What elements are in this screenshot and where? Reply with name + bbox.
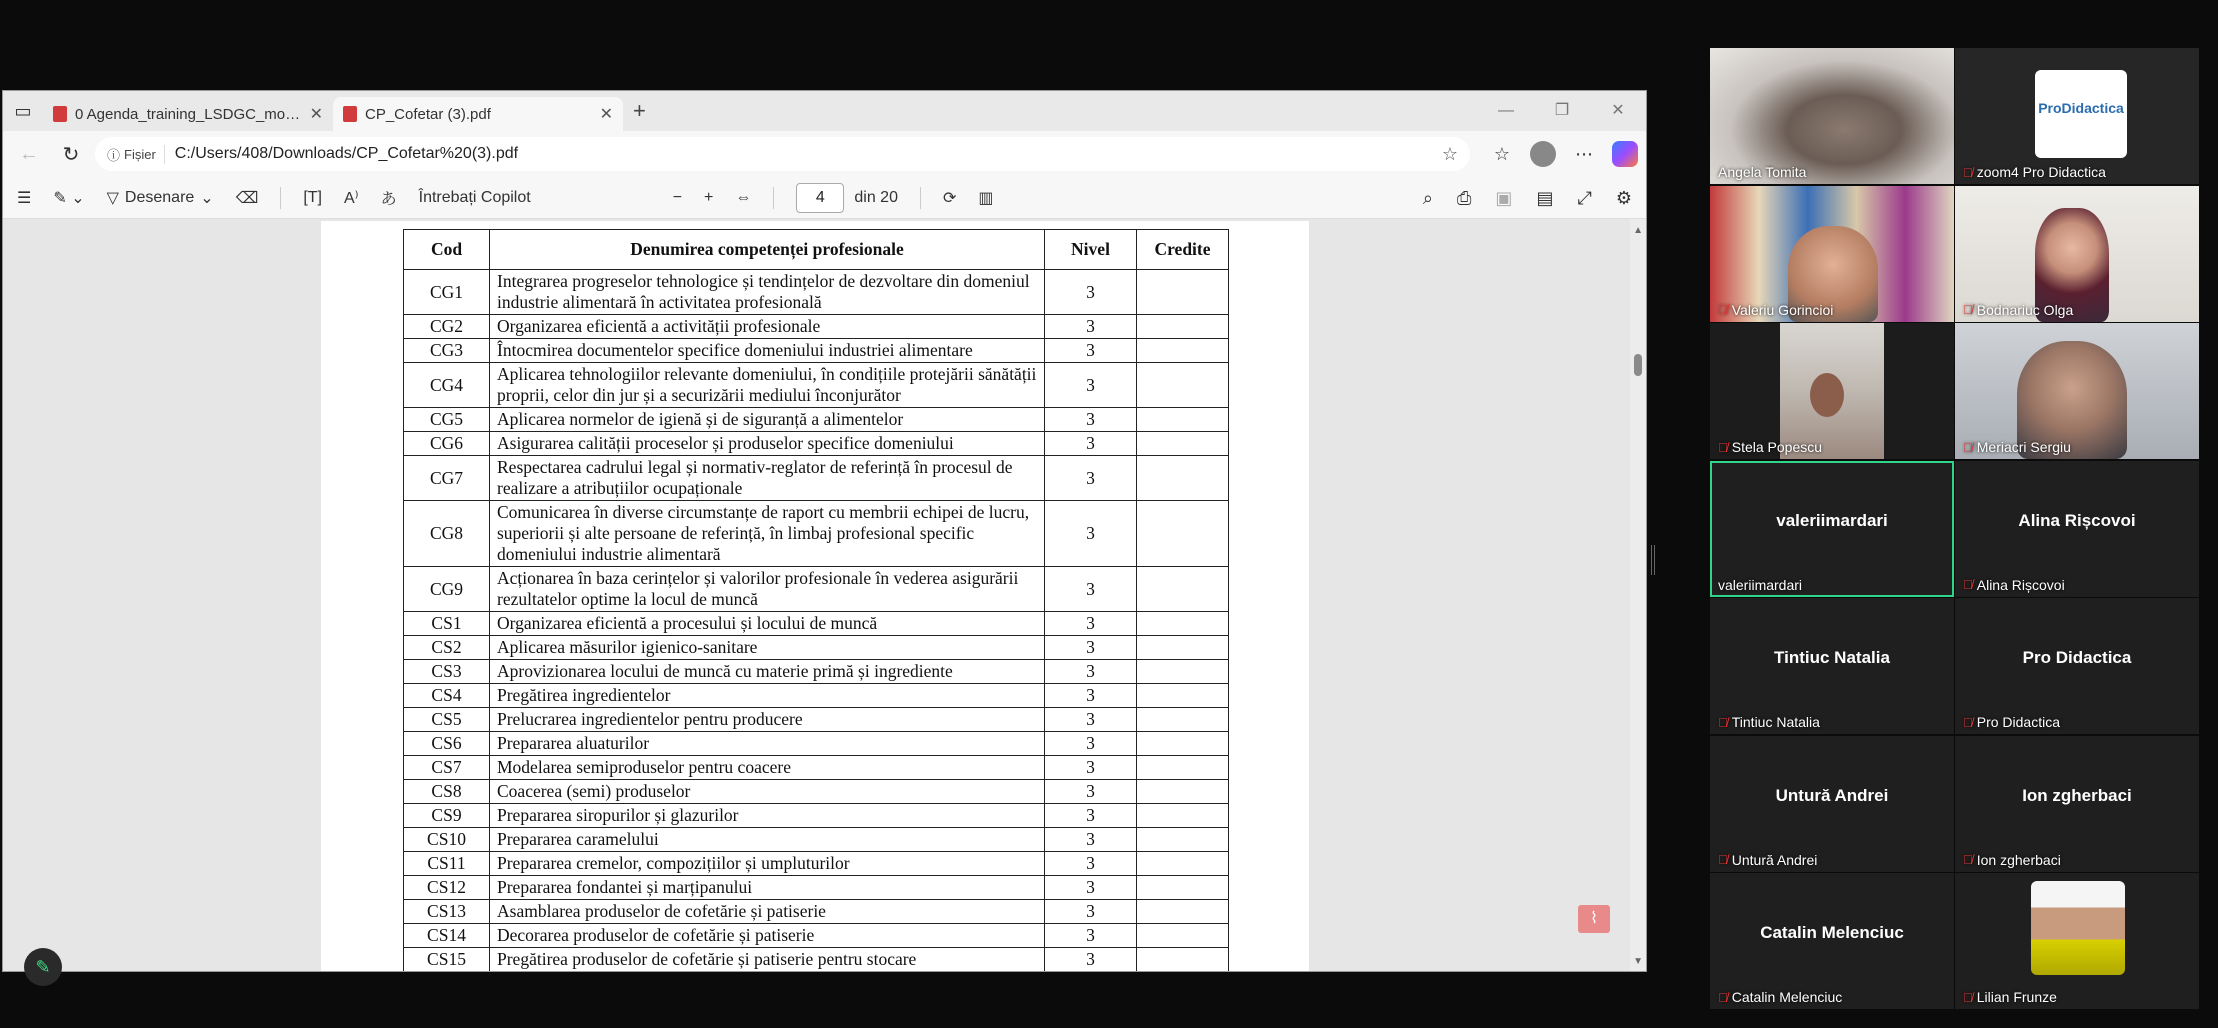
table-row	[404, 660, 1229, 684]
row-credits	[1137, 432, 1229, 456]
chevron-down-icon: ⌄	[200, 189, 214, 207]
table-row	[404, 924, 1229, 948]
maximize-icon[interactable]: ❐	[1554, 102, 1570, 119]
pdf-icon	[53, 106, 67, 122]
row-credits	[1137, 804, 1229, 828]
participant-tile[interactable]	[1710, 461, 1954, 597]
text-box-icon[interactable]: [T]	[303, 188, 322, 206]
muted-mic-icon: 🎙̸	[1718, 852, 1728, 867]
participant-tile[interactable]	[1955, 461, 2199, 597]
draw-icon: ▽	[106, 189, 119, 207]
participant-tile[interactable]	[1955, 736, 2199, 872]
muted-mic-icon: 🎙̸	[1718, 714, 1728, 730]
participant-name-label	[1963, 577, 2065, 593]
row-credits	[1137, 948, 1229, 972]
row-level: 3	[1045, 339, 1137, 363]
table-row	[404, 852, 1229, 876]
row-name: Pregătirea produselor de cofetărie și patiserie pentru stocare	[490, 948, 1045, 972]
row-code: CS13	[404, 900, 490, 924]
muted-mic-icon: 🎙̸	[1963, 852, 1973, 867]
pdf-toolbar	[3, 177, 1646, 219]
row-credits	[1137, 900, 1229, 924]
row-name: Pregătirea ingredientelor	[490, 684, 1045, 708]
competencies-table	[403, 229, 1229, 972]
row-credits	[1137, 408, 1229, 432]
row-name: Coacerea (semi) produselor	[490, 780, 1045, 804]
table-row	[404, 876, 1229, 900]
row-code: CG4	[404, 363, 490, 408]
print-icon[interactable]: ⎙	[1457, 187, 1472, 208]
participant-tile[interactable]	[1955, 48, 2199, 184]
contents-icon[interactable]: ☰	[17, 189, 32, 207]
table-row	[404, 567, 1229, 612]
pdf-icon	[343, 106, 357, 122]
row-name: Organizarea eficientă a procesului și locului de muncă	[490, 612, 1045, 636]
row-credits	[1137, 852, 1229, 876]
row-name: Asamblarea produselor de cofetărie și patiserie	[490, 900, 1045, 924]
row-name: Prepararea siropurilor și glazurilor	[490, 804, 1045, 828]
row-level: 3	[1045, 732, 1137, 756]
tab-label: 0 Agenda_training_LSDGC_modu	[75, 105, 302, 123]
row-name: Integrarea progreselor tehnologice și tendințelor de dezvoltare din domeniul industrie alimentară în activitatea profesională	[490, 270, 1045, 315]
row-name: Respectarea cadrului legal și normativ-reglator de referință în procesul de realizare a atribuțiilor ocupaționale	[490, 456, 1045, 501]
vertical-scrollbar[interactable]	[1630, 219, 1646, 972]
table-row	[404, 708, 1229, 732]
muted-mic-icon: 🎙̸	[1963, 714, 1973, 730]
participant-name-label	[1718, 852, 1817, 868]
participant-display-name: Untură Andrei	[1775, 785, 1889, 805]
search-icon[interactable]: ⌕	[1422, 187, 1434, 208]
table-row	[404, 408, 1229, 432]
row-name: Comunicarea în diverse circumstanțe de raport cu membrii echipei de lucru, superiorii și alte persoane de referință, în limbaj profesional specific domeniului industrie alimentară	[490, 501, 1045, 567]
pro-didactica-logo: ProDidactica	[2035, 70, 2127, 158]
row-credits	[1137, 708, 1229, 732]
table-row	[404, 900, 1229, 924]
row-level: 3	[1045, 948, 1137, 972]
row-level: 3	[1045, 924, 1137, 948]
participant-name-label	[1963, 164, 2106, 180]
muted-mic-icon: 🎙̸	[1963, 439, 1973, 455]
toolbar-divider	[920, 187, 921, 209]
ask-copilot-button[interactable]: Întrebați Copilot	[418, 188, 531, 206]
new-tab-icon[interactable]: +	[633, 98, 646, 123]
row-credits	[1137, 501, 1229, 567]
participant-tile[interactable]	[1710, 598, 1954, 734]
table-row	[404, 501, 1229, 567]
row-name: Aprovizionarea locului de muncă cu materie primă și ingrediente	[490, 660, 1045, 684]
row-credits	[1137, 876, 1229, 900]
row-level: 3	[1045, 270, 1137, 315]
participant-tile[interactable]	[1710, 736, 1954, 872]
zoom-in-icon[interactable]: +	[704, 188, 714, 206]
row-level: 3	[1045, 612, 1137, 636]
row-name: Aplicarea normelor de igienă și de siguranță a alimentelor	[490, 408, 1045, 432]
participant-name-label	[1718, 989, 1842, 1005]
participant-name: Bodnariuc Olga	[1976, 301, 2074, 318]
row-credits	[1137, 612, 1229, 636]
toolbar-divider	[773, 187, 774, 209]
row-credits	[1137, 270, 1229, 315]
row-code: CS2	[404, 636, 490, 660]
row-credits	[1137, 567, 1229, 612]
row-credits	[1137, 636, 1229, 660]
eraser-icon[interactable]: ⌫	[235, 189, 259, 207]
row-name: Prepararea caramelului	[490, 828, 1045, 852]
row-level: 3	[1045, 852, 1137, 876]
participant-name-label	[1963, 302, 2073, 318]
row-code: CG9	[404, 567, 490, 612]
row-code: CG7	[404, 456, 490, 501]
header-level: Nivel	[1045, 230, 1137, 270]
row-level: 3	[1045, 363, 1137, 408]
row-name: Modelarea semiproduselor pentru coacere	[490, 756, 1045, 780]
tab-agenda[interactable]	[43, 97, 333, 131]
page-total: din 20	[854, 188, 898, 206]
row-level: 3	[1045, 660, 1137, 684]
participant-name-label	[1718, 577, 1802, 593]
muted-mic-icon: 🎙̸	[1963, 302, 1973, 317]
row-code: CS8	[404, 780, 490, 804]
table-row	[404, 684, 1229, 708]
file-chip[interactable]: ⓘ Fișier	[107, 145, 165, 164]
translate-icon[interactable]: あ	[380, 191, 397, 208]
highlight-icon[interactable]: ✎ ⌄	[53, 189, 85, 207]
participant-name-label	[1718, 714, 1820, 730]
zoom-out-icon[interactable]: −	[672, 188, 683, 206]
row-level: 3	[1045, 876, 1137, 900]
table-row	[404, 270, 1229, 315]
participant-name-label	[1963, 852, 2061, 868]
row-code: CS7	[404, 756, 490, 780]
table-row	[404, 780, 1229, 804]
participant-name: zoom4 Pro Didactica	[1976, 164, 2106, 180]
row-name: Decorarea produselor de cofetărie și patiserie	[490, 924, 1045, 948]
url-text: C:/Users/408/Downloads/CP_Cofetar%20(3).pdf	[174, 145, 519, 162]
muted-mic-icon: 🎙̸	[1718, 302, 1728, 317]
participant-tile[interactable]	[1955, 598, 2199, 734]
row-code: CS12	[404, 876, 490, 900]
row-code: CS10	[404, 828, 490, 852]
save-as-icon[interactable]: ▤	[1536, 187, 1554, 208]
row-name: Întocmirea documentelor specifice domeniului industriei alimentare	[490, 339, 1045, 363]
header-name: Denumirea competenței profesionale	[490, 230, 1045, 270]
row-code: CS9	[404, 804, 490, 828]
row-credits	[1137, 339, 1229, 363]
row-level: 3	[1045, 756, 1137, 780]
participant-tile[interactable]	[1710, 48, 1954, 184]
participant-tile[interactable]	[1710, 323, 1954, 459]
muted-mic-icon: 🎙̸	[1963, 989, 1973, 1005]
participant-tile[interactable]	[1710, 873, 1954, 1009]
rotate-icon[interactable]: ⟳	[942, 189, 957, 207]
participant-name: valeriimardari	[1718, 576, 1803, 593]
read-aloud-icon[interactable]: A⁾	[344, 189, 359, 207]
row-credits	[1137, 315, 1229, 339]
tab-actions-icon[interactable]: ▭	[14, 100, 32, 121]
participant-tile[interactable]	[1955, 186, 2199, 322]
row-name: Asigurarea calității proceselor și produselor specifice domeniului	[490, 432, 1045, 456]
participant-name: Meriacri Sergiu	[1976, 439, 2071, 455]
row-credits	[1137, 363, 1229, 408]
window-controls	[1478, 91, 1646, 131]
participant-name: Lilian Frunze	[1976, 989, 2057, 1005]
row-level: 3	[1045, 828, 1137, 852]
table-row	[404, 804, 1229, 828]
table-row	[404, 636, 1229, 660]
fullscreen-icon[interactable]: ⤢	[1577, 187, 1592, 208]
scroll-up-icon[interactable]: ▲	[1633, 225, 1643, 236]
tab-cp-cofetar[interactable]	[333, 97, 623, 131]
row-name: Prepararea cremelor, compozițiilor și umpluturilor	[490, 852, 1045, 876]
page-number-input[interactable]: 4	[796, 183, 844, 213]
split-divider-handle[interactable]	[1651, 545, 1655, 575]
row-name: Aplicarea măsurilor igienico-sanitare	[490, 636, 1045, 660]
info-icon: ⓘ	[107, 147, 121, 163]
row-credits	[1137, 684, 1229, 708]
table-row	[404, 948, 1229, 972]
row-level: 3	[1045, 456, 1137, 501]
scroll-down-icon[interactable]: ▼	[1633, 956, 1643, 967]
participant-name: Catalin Melenciuc	[1731, 989, 1843, 1005]
participant-name-label	[1963, 989, 2057, 1005]
acrobat-icon[interactable]: ⌇	[1578, 905, 1610, 933]
profile-avatar-icon[interactable]	[1530, 141, 1556, 167]
muted-mic-icon: 🎙̸	[1963, 164, 1973, 180]
page-view-icon[interactable]: ▥	[978, 189, 994, 207]
table-row	[404, 612, 1229, 636]
row-level: 3	[1045, 567, 1137, 612]
row-code: CS15	[404, 948, 490, 972]
save-icon[interactable]: ▣	[1495, 187, 1513, 208]
favorite-star-icon[interactable]: ☆	[1441, 143, 1458, 164]
settings-gear-icon[interactable]: ⚙	[1615, 187, 1632, 208]
row-code: CG2	[404, 315, 490, 339]
row-level: 3	[1045, 900, 1137, 924]
participant-display-name: Pro Didactica	[2022, 648, 2132, 667]
url-field[interactable]	[95, 137, 1470, 171]
header-credits: Credite	[1137, 230, 1229, 270]
row-level: 3	[1045, 780, 1137, 804]
close-icon[interactable]: ✕	[599, 106, 613, 123]
draw-button[interactable]: ▽ Desenare ⌄	[106, 188, 214, 207]
participant-name: Valeriu Gorincioi	[1731, 301, 1834, 318]
participant-display-name: Alina Rișcovoi	[2018, 510, 2136, 530]
row-code: CS3	[404, 660, 490, 684]
fit-width-icon[interactable]: ⇔	[735, 188, 752, 206]
annotate-pen-icon[interactable]: ✎	[24, 948, 62, 986]
more-icon[interactable]: ⋯	[1575, 143, 1593, 164]
row-code: CS1	[404, 612, 490, 636]
row-level: 3	[1045, 684, 1137, 708]
participant-name: Tintiuc Natalia	[1731, 714, 1820, 730]
pdf-page	[321, 221, 1309, 972]
participant-name-label	[1718, 439, 1822, 455]
table-row	[404, 339, 1229, 363]
participant-display-name: Ion zgherbaci	[2022, 785, 2132, 805]
table-row	[404, 363, 1229, 408]
close-window-icon[interactable]: ✕	[1611, 102, 1625, 119]
row-code: CS6	[404, 732, 490, 756]
row-name: Prelucrarea ingredientelor pentru producere	[490, 708, 1045, 732]
table-header-row	[404, 230, 1229, 270]
minimize-icon[interactable]: —	[1498, 102, 1514, 119]
participant-display-name: Catalin Melenciuc	[1760, 923, 1904, 942]
scroll-thumb[interactable]	[1634, 354, 1642, 376]
table-row	[404, 756, 1229, 780]
row-code: CS11	[404, 852, 490, 876]
back-icon[interactable]: ←	[19, 142, 39, 165]
muted-mic-icon: 🎙̸	[1963, 577, 1973, 592]
row-code: CG5	[404, 408, 490, 432]
participant-name-label	[1718, 302, 1833, 318]
row-credits	[1137, 756, 1229, 780]
row-name: Aplicarea tehnologiilor relevante domeniului, în condițiile protejării sănătății proprii, celor din jur și a securizării mediului înconjurător	[490, 363, 1045, 408]
participant-name-label	[1718, 164, 1806, 180]
address-bar	[3, 131, 1646, 177]
row-credits	[1137, 828, 1229, 852]
row-level: 3	[1045, 408, 1137, 432]
close-icon[interactable]: ✕	[309, 106, 323, 123]
tab-label: CP_Cofetar (3).pdf	[365, 105, 491, 123]
row-name: Prepararea aluaturilor	[490, 732, 1045, 756]
table-row	[404, 432, 1229, 456]
copilot-icon[interactable]	[1612, 141, 1638, 167]
participant-name: Stela Popescu	[1731, 439, 1823, 455]
row-level: 3	[1045, 636, 1137, 660]
favorites-icon[interactable]: ☆	[1493, 143, 1511, 164]
row-name: Prepararea fondantei și marțipanului	[490, 876, 1045, 900]
row-level: 3	[1045, 501, 1137, 567]
participant-display-name: Tintiuc Natalia	[1774, 648, 1890, 667]
participant-name: Untură Andrei	[1731, 851, 1818, 868]
row-credits	[1137, 660, 1229, 684]
row-code: CG6	[404, 432, 490, 456]
row-credits	[1137, 456, 1229, 501]
pdf-viewer[interactable]	[3, 219, 1646, 972]
participant-name-label	[1963, 714, 2060, 730]
row-code: CG8	[404, 501, 490, 567]
row-name: Acționarea în baza cerințelor și valorilor profesionale în vederea asigurării rezultatelor optime la locul de muncă	[490, 567, 1045, 612]
row-code: CG1	[404, 270, 490, 315]
refresh-icon[interactable]: ↻	[62, 143, 80, 166]
table-row	[404, 828, 1229, 852]
participant-name: Alina Rișcovoi	[1976, 576, 2065, 593]
participant-name-label	[1963, 439, 2071, 455]
row-level: 3	[1045, 432, 1137, 456]
table-row	[404, 456, 1229, 501]
row-credits	[1137, 732, 1229, 756]
row-name: Organizarea eficientă a activității profesionale	[490, 315, 1045, 339]
participant-tile[interactable]	[1955, 873, 2199, 1009]
participant-display-name: valeriimardari	[1776, 510, 1888, 530]
participant-name: Ion zgherbaci	[1976, 851, 2061, 868]
table-row	[404, 732, 1229, 756]
row-credits	[1137, 780, 1229, 804]
row-credits	[1137, 924, 1229, 948]
row-level: 3	[1045, 315, 1137, 339]
table-row	[404, 315, 1229, 339]
participant-name: Angela Tomita	[1718, 164, 1807, 180]
participant-tile[interactable]	[1955, 323, 2199, 459]
participant-tile[interactable]	[1710, 186, 1954, 322]
browser-window	[2, 90, 1647, 972]
muted-mic-icon: 🎙̸	[1718, 989, 1728, 1005]
row-code: CS14	[404, 924, 490, 948]
header-code: Cod	[404, 230, 490, 270]
row-code: CS5	[404, 708, 490, 732]
participant-name: Pro Didactica	[1976, 714, 2061, 730]
toolbar-divider	[280, 187, 281, 209]
row-code: CG3	[404, 339, 490, 363]
row-level: 3	[1045, 804, 1137, 828]
muted-mic-icon: 🎙̸	[1718, 439, 1728, 455]
tab-bar	[3, 91, 1646, 131]
row-code: CS4	[404, 684, 490, 708]
row-level: 3	[1045, 708, 1137, 732]
